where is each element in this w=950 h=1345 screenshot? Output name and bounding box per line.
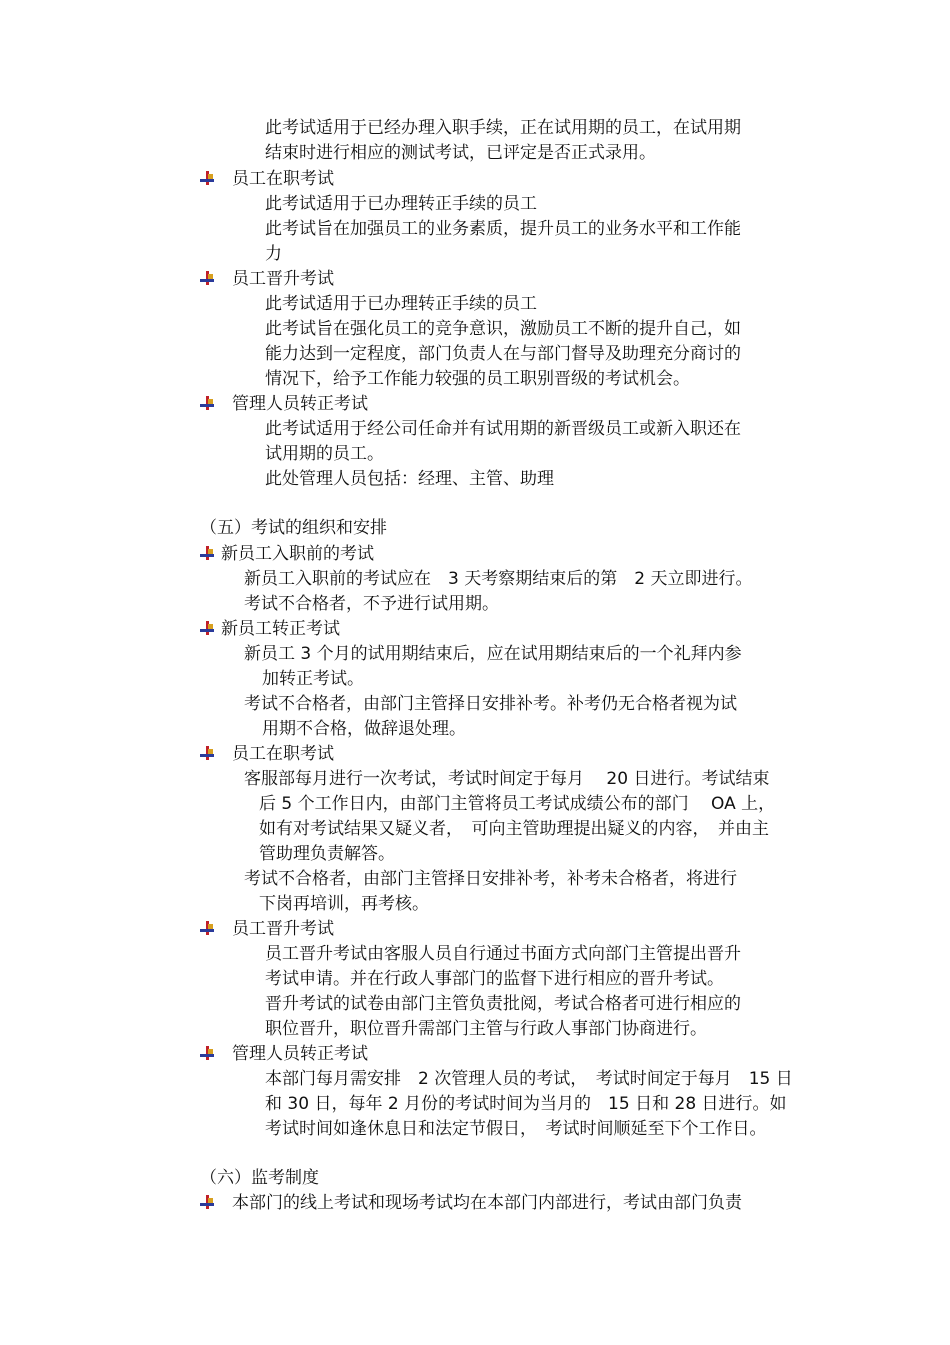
paragraph-line: 情况下，给予工作能力较强的员工职别晋级的考试机会。 (265, 369, 690, 389)
paragraph-line: 本部门的线上考试和现场考试均在本部门内部进行，考试由部门负责 (232, 1193, 742, 1213)
paragraph-line: 考试申请。并在行政人事部门的监督下进行相应的晋升考试。 (265, 969, 724, 989)
bullet-icon (199, 170, 215, 186)
paragraph-line: 结束时进行相应的测试考试，已评定是否正式录用。 (265, 143, 656, 163)
paragraph-line: 考试不合格者，由部门主管择日安排补考。补考仍无合格者视为试 (244, 694, 737, 714)
paragraph-line: 此考试适用于已办理转正手续的员工 (265, 194, 537, 214)
paragraph-line: 员工晋升考试由客服人员自行通过书面方式向部门主管提出晋升 (265, 944, 741, 964)
paragraph-line: 考试不合格者，由部门主管择日安排补考，补考未合格者，将进行 (244, 869, 737, 889)
section-heading: （五）考试的组织和安排 (200, 518, 387, 538)
paragraph-line: 能力达到一定程度，部门负责人在与部门督导及助理充分商讨的 (265, 344, 741, 364)
paragraph-line: 力 (265, 244, 282, 264)
bullet-icon (199, 745, 215, 761)
paragraph-line: 如有对考试结果又疑义者， 可向主管助理提出疑义的内容， 并由主 (259, 819, 769, 839)
bullet-icon (199, 270, 215, 286)
paragraph-line: 此考试适用于经公司任命并有试用期的新晋级员工或新入职还在 (265, 419, 741, 439)
list-item-label: 新员工入职前的考试 (221, 544, 374, 564)
bullet-icon (199, 920, 215, 936)
paragraph-line: 此考试适用于已经办理入职手续，正在试用期的员工，在试用期 (265, 118, 741, 138)
paragraph-line: 本部门每月需安排 2 次管理人员的考试， 考试时间定于每月 15 日 (265, 1069, 793, 1089)
bullet-icon (199, 620, 215, 636)
paragraph-line: 用期不合格，做辞退处理。 (262, 719, 466, 739)
bullet-icon (199, 1194, 215, 1210)
paragraph-line: 考试不合格者，不予进行试用期。 (244, 594, 499, 614)
paragraph-line: 晋升考试的试卷由部门主管负责批阅，考试合格者可进行相应的 (265, 994, 741, 1014)
paragraph-line: 客服部每月进行一次考试，考试时间定于每月 20 日进行。考试结束 (244, 769, 770, 789)
section-heading: （六）监考制度 (200, 1168, 319, 1188)
paragraph-line: 考试时间如逢休息日和法定节假日， 考试时间顺延至下个工作日。 (265, 1119, 767, 1139)
list-item-label: 管理人员转正考试 (232, 1044, 368, 1064)
paragraph-line: 职位晋升，职位晋升需部门主管与行政人事部门协商进行。 (265, 1019, 707, 1039)
bullet-icon (199, 1045, 215, 1061)
paragraph-line: 管助理负责解答。 (259, 844, 395, 864)
paragraph-line: 此处管理人员包括：经理、主管、助理 (265, 469, 554, 489)
bullet-icon (199, 395, 215, 411)
list-item-label: 员工在职考试 (232, 169, 334, 189)
paragraph-line: 此考试旨在加强员工的业务素质，提升员工的业务水平和工作能 (265, 219, 741, 239)
paragraph-line: 试用期的员工。 (265, 444, 384, 464)
paragraph-line: 和 30 日，每年 2 月份的考试时间为当月的 15 日和 28 日进行。如 (265, 1094, 787, 1114)
paragraph-line: 加转正考试。 (262, 669, 364, 689)
paragraph-line: 此考试旨在强化员工的竞争意识，激励员工不断的提升自己，如 (265, 319, 741, 339)
list-item-label: 管理人员转正考试 (232, 394, 368, 414)
paragraph-line: 此考试适用于已办理转正手续的员工 (265, 294, 537, 314)
list-item-label: 新员工转正考试 (221, 619, 340, 639)
list-item-label: 员工晋升考试 (232, 269, 334, 289)
list-item-label: 员工在职考试 (232, 744, 334, 764)
list-item-label: 员工晋升考试 (232, 919, 334, 939)
paragraph-line: 新员工 3 个月的试用期结束后，应在试用期结束后的一个礼拜内参 (244, 644, 742, 664)
paragraph-line: 后 5 个工作日内，由部门主管将员工考试成绩公布的部门 OA 上， (259, 794, 776, 814)
paragraph-line: 下岗再培训，再考核。 (259, 894, 429, 914)
paragraph-line: 新员工入职前的考试应在 3 天考察期结束后的第 2 天立即进行。 (244, 569, 753, 589)
bullet-icon (199, 545, 215, 561)
